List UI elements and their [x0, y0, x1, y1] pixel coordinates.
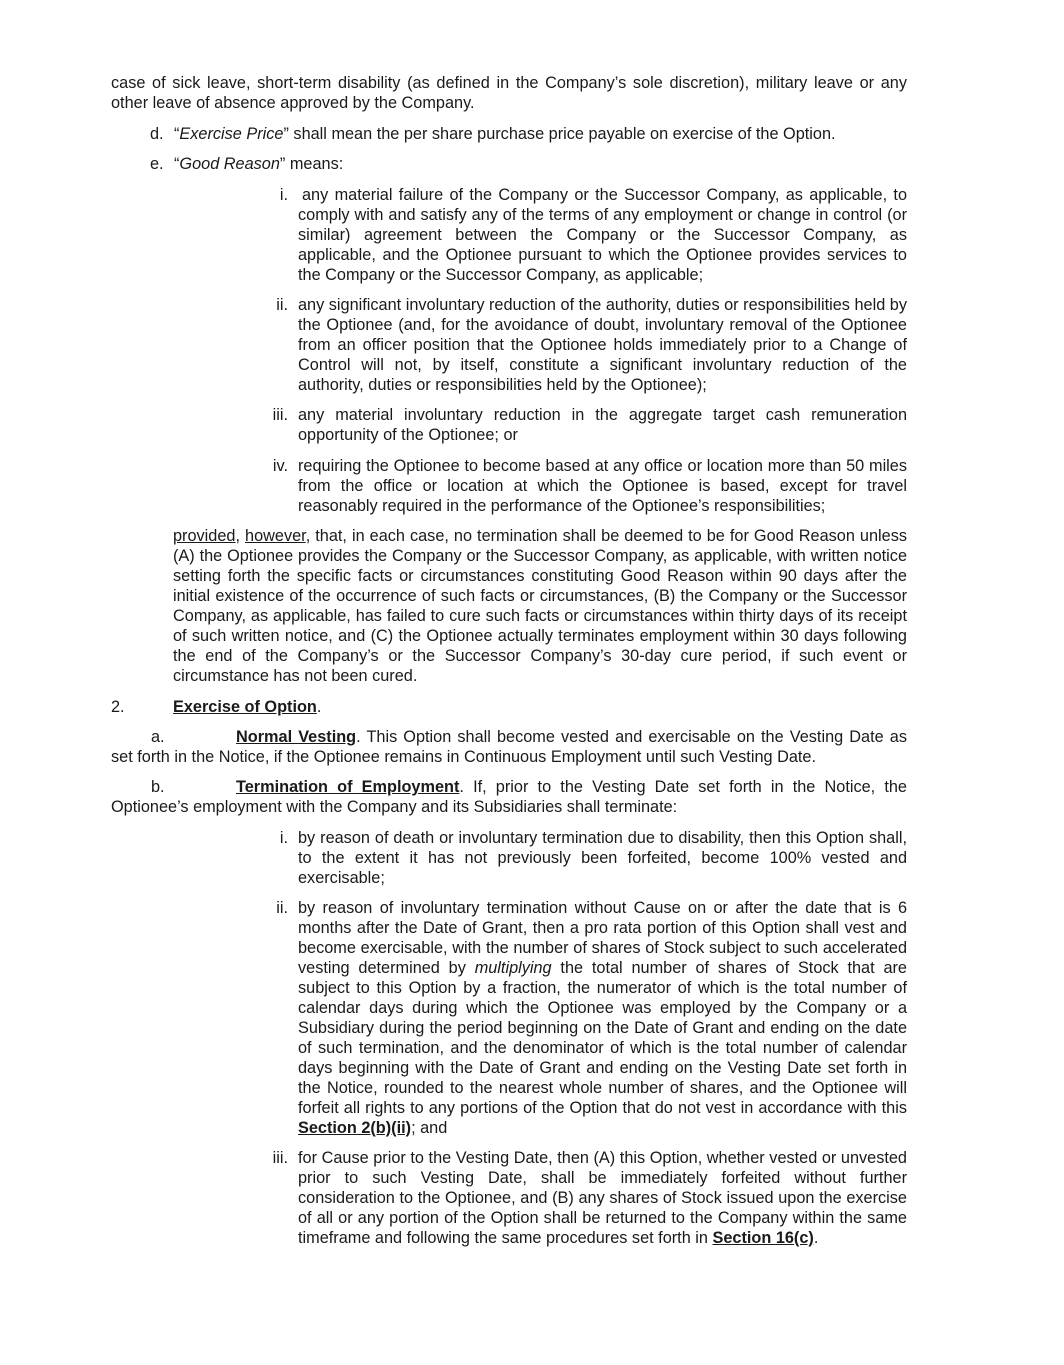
- subsection-a-normal-vesting: [111, 727, 907, 767]
- section-2-heading: [0, 697, 1064, 717]
- proviso-comma: ,: [235, 527, 246, 545]
- proviso-paragraph: [173, 526, 907, 686]
- good-reason-item-iii: [258, 405, 907, 445]
- section-number: 2.: [111, 698, 125, 716]
- open-quote: “: [174, 125, 180, 143]
- definition-exercise-price: [150, 124, 907, 144]
- item-number: iii.: [272, 1149, 288, 1167]
- item-text-part: ; and: [411, 1119, 448, 1137]
- emphasized-word: multiplying: [474, 959, 552, 977]
- section-reference: Section 16(c): [712, 1229, 814, 1247]
- item-number: iii.: [272, 406, 288, 424]
- provided-term: provided: [173, 527, 236, 545]
- subsection-text: . This Option shall become vested and exercisable on the Vesting Date as set forth in the Notice, if the Optionee remains in Continuous Employment until such Vesting Date.: [111, 728, 907, 766]
- subsection-label: b.: [151, 778, 165, 796]
- subsection-title: Normal Vesting: [236, 728, 357, 746]
- defined-term: Good Reason: [179, 155, 280, 173]
- definition-text: ” means:: [279, 155, 344, 173]
- item-text-part: .: [813, 1229, 819, 1247]
- item-text-part: for Cause prior to the Vesting Date, then (A) this Option, whether vested or unvested prior to such Vesting Date, shall be immediately forfeited without further consideration to the Optionee, and (B) any shares of Stock issued upon the exercise of all or any portion of the Option shall be returned to the Company within the same timeframe and following the same procedures set forth in: [298, 1149, 907, 1247]
- item-number: ii.: [276, 899, 288, 917]
- termination-item-iii: [258, 1148, 907, 1268]
- item-text: requiring the Optionee to become based at any office or location more than 50 miles from the office or location at which the Optionee is based, except for travel reasonably required in the performance of the Optionee’s responsibilities;: [298, 457, 907, 515]
- intro-paragraph: case of sick leave, short-term disability (as defined in the Company’s sole discretion), military leave or any other leave of absence approved by the Company.: [111, 74, 907, 112]
- item-number: iv.: [272, 457, 288, 475]
- definition-label: e.: [150, 155, 164, 173]
- good-reason-item-ii: [258, 295, 907, 395]
- section-title-period: .: [316, 698, 322, 716]
- however-term: however: [245, 527, 306, 545]
- item-number: i.: [279, 186, 288, 204]
- item-text: any significant involuntary reduction of the authority, duties or responsibilities held by the Optionee (and, for the avoidance of doubt, involuntary removal of the Optionee from an officer position that the Optionee holds immediately prior to a Change of Control will not, by itself, constitute a significant involuntary reduction of the authority, duties or responsibilities held by the Optionee);: [298, 296, 907, 394]
- definition-good-reason: [150, 154, 907, 174]
- item-text: [298, 1148, 907, 1248]
- termination-item-i: [258, 828, 907, 888]
- defined-term: Exercise Price: [179, 125, 284, 143]
- termination-item-ii: [258, 898, 907, 1138]
- section-title: [173, 697, 321, 717]
- definition-text: ” shall mean the per share purchase price payable on exercise of the Option.: [283, 125, 836, 143]
- item-number: i.: [279, 829, 288, 847]
- subsection-text: . If, prior to the Vesting Date set forth in the Notice, the Optionee’s employment with the Company and its Subsidiaries shall terminate:: [111, 778, 907, 816]
- good-reason-item-i: [258, 185, 907, 285]
- item-text: any material failure of the Company or the Successor Company, as applicable, to comply with and satisfy any of the terms of any employment or change in control (or similar) agreement between the Company or the Successor Company, as applicable, and the Optionee pursuant to which the Optionee provides services to the Company or the Successor Company, as applicable;: [298, 186, 907, 284]
- open-quote: “: [174, 155, 180, 173]
- item-text: [298, 898, 907, 1138]
- item-text-part: the total number of shares of Stock that are subject to this Option by a fraction, the numerator of which is the total number of calendar days during which the Optionee was employed by the Company or a Subsidiary during the period beginning on the Date of Grant and ending on the date of such termination, and the denominator of which is the total number of calendar days beginning with the Date of Grant and ending on the Vesting Date set forth in the Notice, rounded to the nearest whole number of shares, and the Optionee will forfeit all rights to any portions of the Option that do not vest in accordance with this: [298, 959, 907, 1117]
- section-reference: Section 2(b)(ii): [298, 1119, 412, 1137]
- section-title-text: Exercise of Option: [173, 698, 317, 716]
- item-text-part: by reason of involuntary termination without Cause on or after the date that is 6 months after the Date of Grant, then a pro rata portion of this Option shall vest and become exercisable, with the number of shares of Stock subject to such accelerated vesting determined by: [298, 899, 907, 977]
- subsection-b-termination: [111, 777, 907, 817]
- definition-label: d.: [150, 125, 164, 143]
- subsection-title: Termination of Employment: [236, 778, 460, 796]
- item-text: any material involuntary reduction in the aggregate target cash remuneration opportunity of the Optionee; or: [298, 406, 907, 444]
- good-reason-item-iv: [258, 456, 907, 516]
- subsection-label: a.: [151, 728, 165, 746]
- item-number: ii.: [276, 296, 288, 314]
- proviso-text: , that, in each case, no termination shall be deemed to be for Good Reason unless (A) the Optionee provides the Company or the Successor Company, as applicable, with written notice setting forth the specific facts or circumstances constituting Good Reason within 90 days after the initial existence of the occurrence of such facts or circumstances, (B) the Company or the Successor Company, as applicable, has failed to cure such facts or circumstances within thirty days of its receipt of such written notice, and (C) the Optionee actually terminates employment within 30 days following the end of the Company’s or the Successor Company’s 30-day cure period, if such event or circumstance has not been cured.: [173, 527, 907, 685]
- item-text: by reason of death or involuntary termination due to disability, then this Option shall, to the extent it has not previously been forfeited, become 100% vested and exercisable;: [298, 829, 907, 887]
